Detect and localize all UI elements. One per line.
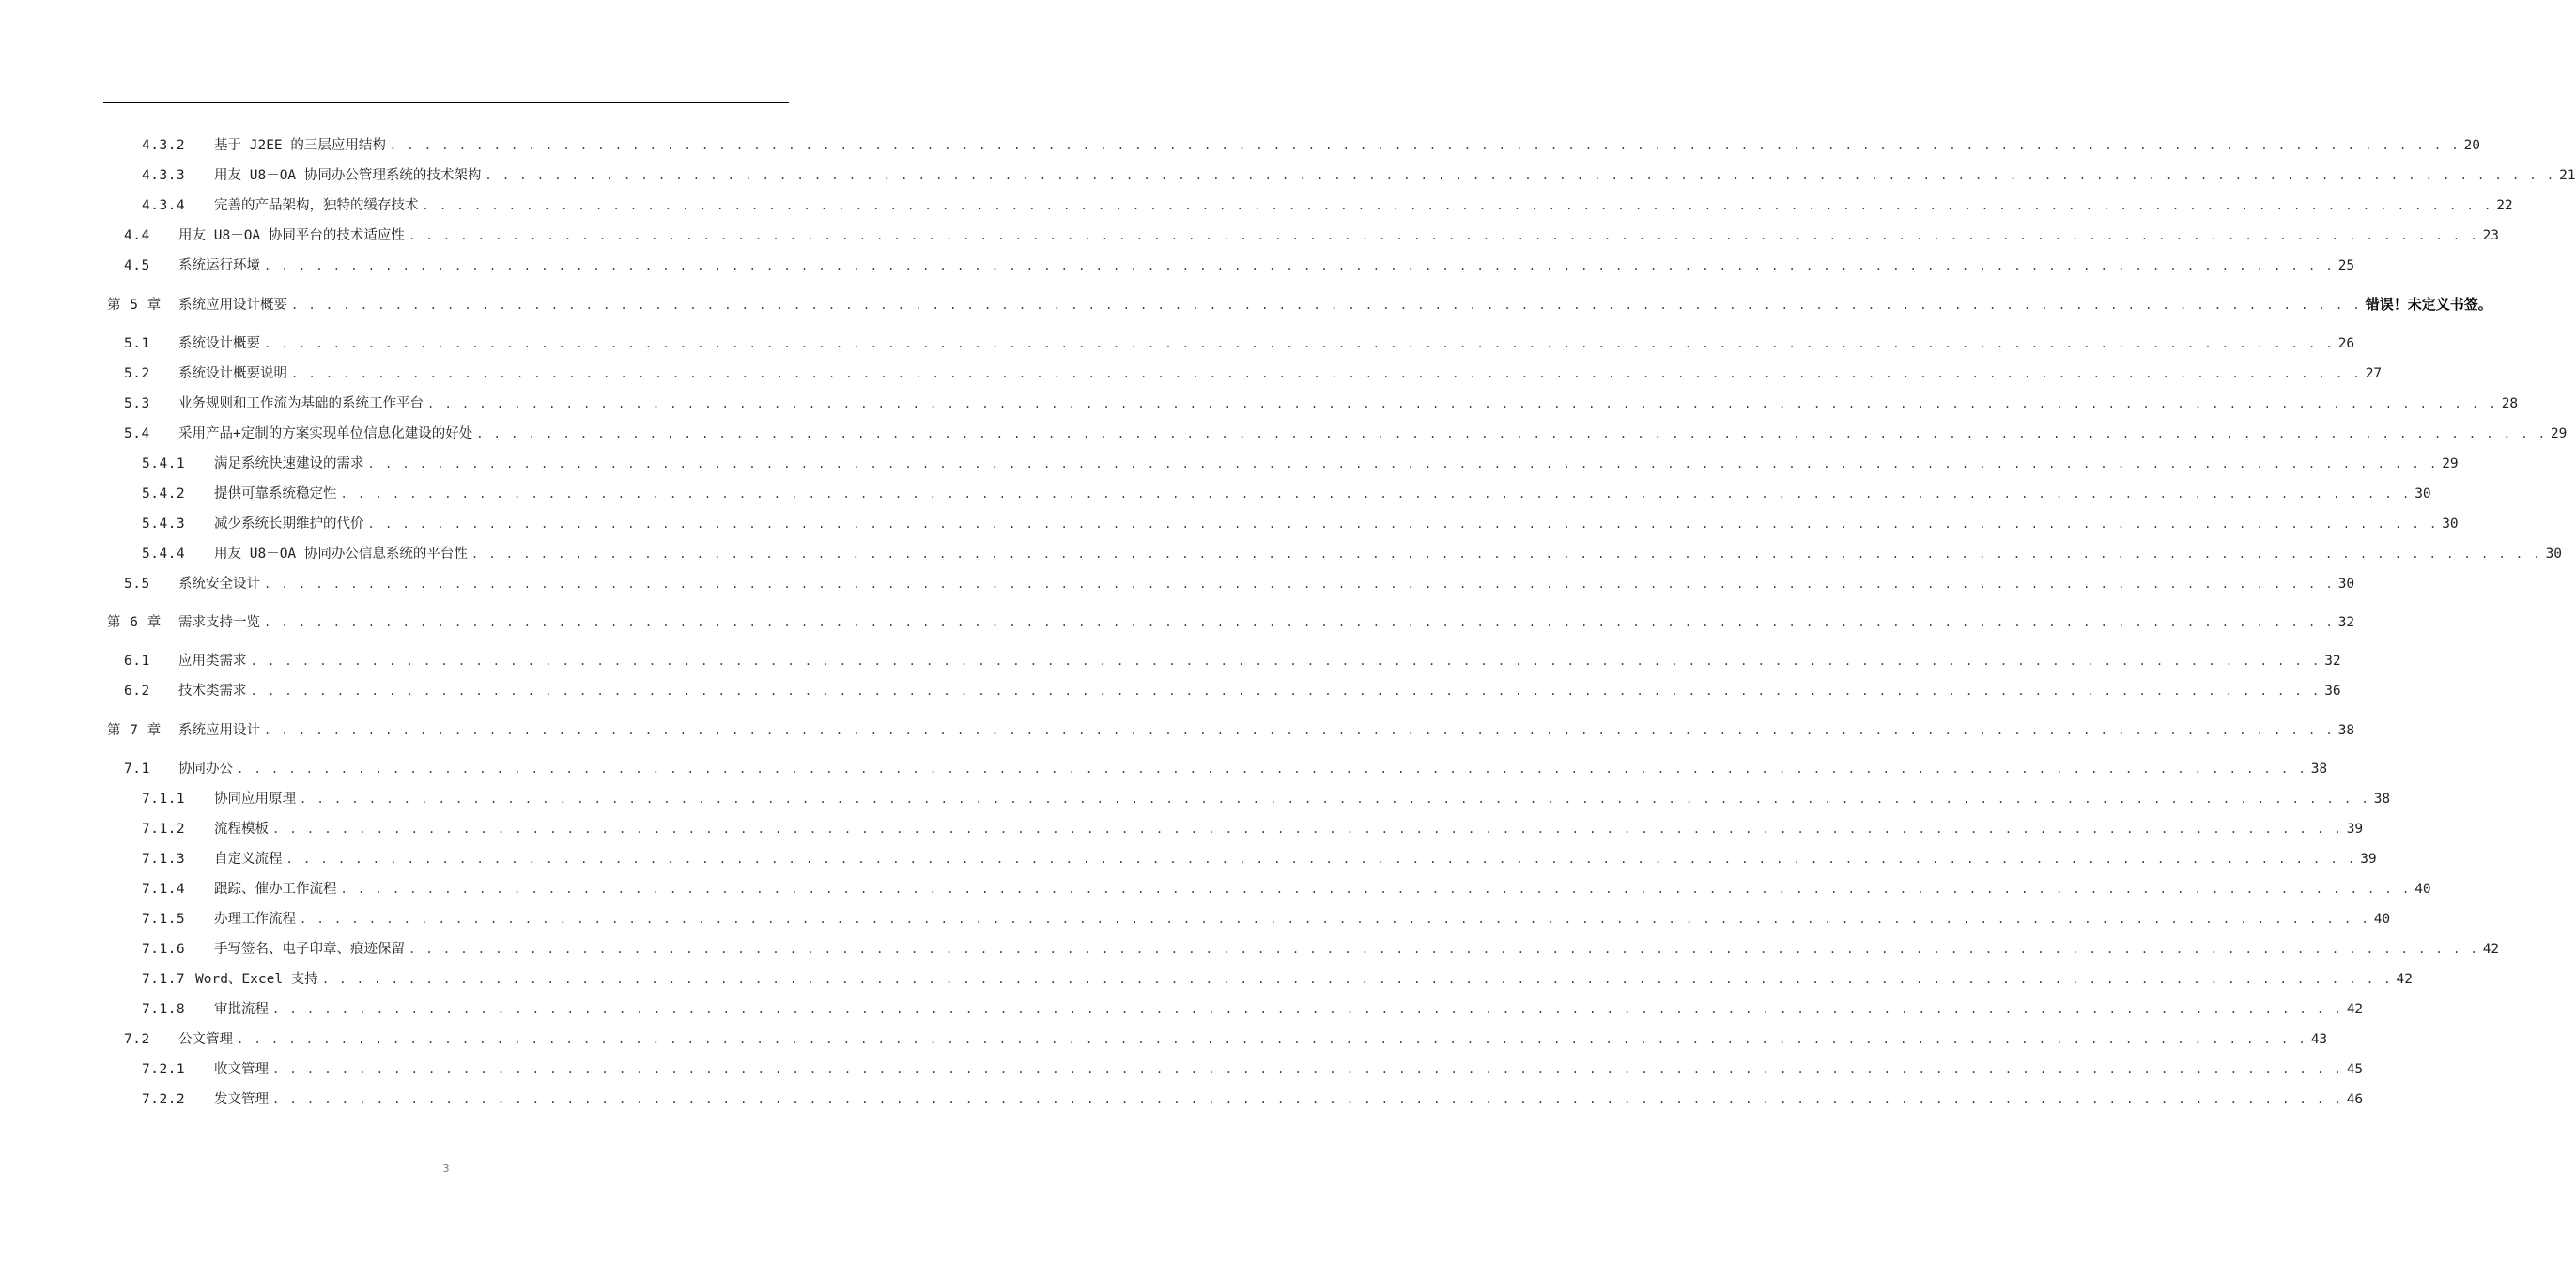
toc-entry-number: 4.3.2 xyxy=(142,138,186,153)
toc-entry-number: 7.1.2 xyxy=(142,822,186,837)
toc-entry-page: 46 xyxy=(2346,1092,2364,1107)
toc-entry-page: 38 xyxy=(2310,762,2328,777)
toc-dot-leader: . . . . . . . . . . . . . . . . . . . . . . . . . . . . . . . . . . . . . . . . . . . . . . . . . . . . . . . . . . . . . . . . . . . . . . . . . . . . . . . . . . . . . . . . . . . . . . . . . . . . . . . . . . . . . . . . . . . . . . . . xyxy=(340,487,2412,501)
toc-entry[interactable] xyxy=(124,255,2355,276)
toc-entry[interactable] xyxy=(142,514,2459,534)
toc-entry-page: 25 xyxy=(2337,258,2355,273)
toc-entry-title: 审批流程 xyxy=(214,1002,269,1017)
toc-entry[interactable] xyxy=(142,939,2500,960)
toc-entry-number: 4.5 xyxy=(124,258,150,273)
toc-entry[interactable] xyxy=(142,484,2431,504)
toc-entry-title: 协同办公 xyxy=(178,762,233,777)
toc-entry-page: 40 xyxy=(2414,882,2431,897)
toc-entry[interactable] xyxy=(142,909,2391,930)
toc-dot-leader: . . . . . . . . . . . . . . . . . . . . . . . . . . . . . . . . . . . . . . . . . . . . . . . . . . . . . . . . . . . . . . . . . . . . . . . . . . . . . . . . . . . . . . . . . . . . . . . . . . . . . . . . . . . . . . . . . . . . . . . . xyxy=(470,547,2542,561)
toc-entry-number: 7.1.1 xyxy=(142,792,186,807)
toc-entry[interactable] xyxy=(124,1029,2328,1050)
toc-entry[interactable] xyxy=(124,651,2341,671)
toc-entry-title: 跟踪、催办工作流程 xyxy=(214,882,337,897)
toc-entry-number: 7.2.1 xyxy=(142,1062,186,1077)
toc-dot-leader: . . . . . . . . . . . . . . . . . . . . . . . . . . . . . . . . . . . . . . . . . . . . . . . . . . . . . . . . . . . . . . . . . . . . . . . . . . . . . . . . . . . . . . . . . . . . . . . . . . . . . . . . . . . . . . . . . . . . . . . . xyxy=(285,853,2357,866)
toc-dot-leader: . . . . . . . . . . . . . . . . . . . . . . . . . . . . . . . . . . . . . . . . . . . . . . . . . . . . . . . . . . . . . . . . . . . . . . . . . . . . . . . . . . . . . . . . . . . . . . . . . . . . . . . . . . . . . . . . . . . . . . . . xyxy=(264,578,2335,591)
toc-entry[interactable] xyxy=(142,165,2576,186)
toc-entry-title: 系统运行环境 xyxy=(178,258,260,273)
toc-entry[interactable] xyxy=(124,363,2383,384)
toc-dot-leader: . . . . . . . . . . . . . . . . . . . . . . . . . . . . . . . . . . . . . . . . . . . . . . . . . . . . . . . . . . . . . . . . . . . . . . . . . . . . . . . . . . . . . . . . . . . . . . . . . . . . . . . . . . . . . . . . . . . . . . . . xyxy=(340,883,2412,896)
toc-entry[interactable] xyxy=(107,720,2355,741)
toc-entry[interactable] xyxy=(124,424,2568,444)
toc-dot-leader: . . . . . . . . . . . . . . . . . . . . . . . . . . . . . . . . . . . . . . . . . . . . . . . . . . . . . . . . . . . . . . . . . . . . . . . . . . . . . . . . . . . . . . . . . . . . . . . . . . . . . . . . . . . . . . . . . . . . . . . . xyxy=(367,517,2439,531)
toc-dot-leader: . . . . . . . . . . . . . . . . . . . . . . . . . . . . . . . . . . . . . . . . . . . . . . . . . . . . . . . . . . . . . . . . . . . . . . . . . . . . . . . . . . . . . . . . . . . . . . . . . . . . . . . . . . . . . . . . . . . . . . . . xyxy=(367,457,2439,470)
toc-entry[interactable] xyxy=(142,969,2413,990)
toc-entry-title: 需求支持一览 xyxy=(178,615,260,630)
toc-entry-number: 4.4 xyxy=(124,228,150,243)
toc-entry-page: 27 xyxy=(2365,366,2383,381)
toc-entry-title: Word、Excel 支持 xyxy=(195,972,318,987)
toc-entry-title: 用友 U8－OA 协同办公管理系统的技术架构 xyxy=(214,168,482,183)
toc-entry[interactable] xyxy=(142,1089,2364,1110)
toc-dot-leader: . . . . . . . . . . . . . . . . . . . . . . . . . . . . . . . . . . . . . . . . . . . . . . . . . . . . . . . . . . . . . . . . . . . . . . . . . . . . . . . . . . . . . . . . . . . . . . . . . . . . . . . . . . . . . . . . . . . . . . . . xyxy=(237,762,2307,776)
toc-dot-leader: . . . . . . . . . . . . . . . . . . . . . . . . . . . . . . . . . . . . . . . . . . . . . . . . . . . . . . . . . . . . . . . . . . . . . . . . . . . . . . . . . . . . . . . . . . . . . . . . . . . . . . . . . . . . . . . . . . . . . . . . xyxy=(427,397,2498,410)
toc-entry[interactable] xyxy=(142,819,2364,839)
toc-entry-number: 7.1.6 xyxy=(142,942,186,957)
toc-entry[interactable] xyxy=(142,789,2391,809)
toc-dot-leader: . . . . . . . . . . . . . . . . . . . . . . . . . . . . . . . . . . . . . . . . . . . . . . . . . . . . . . . . . . . . . . . . . . . . . . . . . . . . . . . . . . . . . . . . . . . . . . . . . . . . . . . . . . . . . . . . . . . . . . . . xyxy=(264,259,2335,272)
toc-entry-page: 29 xyxy=(2550,426,2568,441)
toc-entry-title: 办理工作流程 xyxy=(214,912,296,927)
toc-entry[interactable] xyxy=(142,544,2563,564)
toc-entry-title: 流程模板 xyxy=(214,822,269,837)
toc-entry-number: 7.2.2 xyxy=(142,1092,186,1107)
toc-entry-page: 43 xyxy=(2310,1032,2328,1047)
toc-dot-leader: . . . . . . . . . . . . . . . . . . . . . . . . . . . . . . . . . . . . . . . . . . . . . . . . . . . . . . . . . . . . . . . . . . . . . . . . . . . . . . . . . . . . . . . . . . . . . . . . . . . . . . . . . . . . . . . . . . . . . . . . xyxy=(272,1063,2343,1076)
page-number: 3 xyxy=(442,1163,450,1175)
toc-dot-leader: . . . . . . . . . . . . . . . . . . . . . . . . . . . . . . . . . . . . . . . . . . . . . . . . . . . . . . . . . . . . . . . . . . . . . . . . . . . . . . . . . . . . . . . . . . . . . . . . . . . . . . . . . . . . . . . . . . . . . . . . xyxy=(264,337,2335,350)
toc-entry-number: 5.4.4 xyxy=(142,547,186,562)
toc-entry[interactable] xyxy=(124,574,2355,594)
toc-entry-page: 40 xyxy=(2373,912,2391,927)
toc-entry-page: 26 xyxy=(2337,336,2355,351)
toc-dot-leader: . . . . . . . . . . . . . . . . . . . . . . . . . . . . . . . . . . . . . . . . . . . . . . . . . . . . . . . . . . . . . . . . . . . . . . . . . . . . . . . . . . . . . . . . . . . . . . . . . . . . . . . . . . . . . . . . . . . . . . . . xyxy=(409,943,2479,956)
toc-dot-leader: . . . . . . . . . . . . . . . . . . . . . . . . . . . . . . . . . . . . . . . . . . . . . . . . . . . . . . . . . . . . . . . . . . . . . . . . . . . . . . . . . . . . . . . . . . . . . . . . . . . . . . . . . . . . . . . . . . . . . . . . xyxy=(237,1033,2307,1046)
toc-entry-page: 30 xyxy=(2337,577,2355,592)
toc-entry-page: 39 xyxy=(2360,852,2377,867)
toc-dot-leader: . . . . . . . . . . . . . . . . . . . . . . . . . . . . . . . . . . . . . . . . . . . . . . . . . . . . . . . . . . . . . . . . . . . . . . . . . . . . . . . . . . . . . . . . . . . . . . . . . . . . . . . . . . . . . . . . . . . . . . . . xyxy=(250,655,2321,668)
toc-dot-leader: . . . . . . . . . . . . . . . . . . . . . . . . . . . . . . . . . . . . . . . . . . . . . . . . . . . . . . . . . . . . . . . . . . . . . . . . . . . . . . . . . . . . . . . . . . . . . . . . . . . . . . . . . . . . . . . . . . . . . . . . xyxy=(264,724,2335,737)
toc-entry-page: 42 xyxy=(2346,1002,2364,1017)
toc-entry[interactable] xyxy=(124,681,2341,701)
toc-entry-title: 采用产品+定制的方案实现单位信息化建设的好处 xyxy=(178,426,473,441)
toc-entry-title: 系统设计概要 xyxy=(178,336,260,351)
toc-entry[interactable] xyxy=(107,612,2355,633)
toc-entry-title: 基于 J2EE 的三层应用结构 xyxy=(214,138,386,153)
toc-entry[interactable] xyxy=(124,393,2519,414)
toc-dot-leader: . . . . . . . . . . . . . . . . . . . . . . . . . . . . . . . . . . . . . . . . . . . . . . . . . . . . . . . . . . . . . . . . . . . . . . . . . . . . . . . . . . . . . . . . . . . . . . . . . . . . . . . . . . . . . . . . . . . . . . . . xyxy=(321,973,2393,986)
toc-entry-title: 收文管理 xyxy=(214,1062,269,1077)
toc-entry-page: 38 xyxy=(2337,723,2355,738)
toc-entry-number: 5.3 xyxy=(124,396,150,411)
toc-entry-title: 系统应用设计 xyxy=(178,723,260,738)
toc-entry-title: 应用类需求 xyxy=(178,654,247,669)
toc-entry-number: 7.1.5 xyxy=(142,912,186,927)
toc-dot-leader: . . . . . . . . . . . . . . . . . . . . . . . . . . . . . . . . . . . . . . . . . . . . . . . . . . . . . . . . . . . . . . . . . . . . . . . . . . . . . . . . . . . . . . . . . . . . . . . . . . . . . . . . . . . . . . . . . . . . . . . . xyxy=(485,169,2556,182)
toc-entry-number: 7.1.7 xyxy=(142,972,186,987)
toc-entry[interactable] xyxy=(124,225,2500,246)
toc-entry-number: 第 6 章 xyxy=(107,615,162,630)
toc-entry-page: 39 xyxy=(2346,822,2364,837)
toc-dot-leader: . . . . . . . . . . . . . . . . . . . . . . . . . . . . . . . . . . . . . . . . . . . . . . . . . . . . . . . . . . . . . . . . . . . . . . . . . . . . . . . . . . . . . . . . . . . . . . . . . . . . . . . . . . . . . . . . . . . . . . . . xyxy=(291,299,2362,312)
toc-entry[interactable] xyxy=(142,999,2364,1020)
toc-entry[interactable] xyxy=(142,454,2459,474)
toc-entry-number: 7.1.4 xyxy=(142,882,186,897)
toc-entry-title: 手写签名、电子印章、痕迹保留 xyxy=(214,942,405,957)
toc-entry-title: 系统应用设计概要 xyxy=(178,298,287,313)
toc-entry-title: 满足系统快速建设的需求 xyxy=(214,456,364,471)
toc-entry[interactable] xyxy=(124,759,2328,779)
toc-dot-leader: . . . . . . . . . . . . . . . . . . . . . . . . . . . . . . . . . . . . . . . . . . . . . . . . . . . . . . . . . . . . . . . . . . . . . . . . . . . . . . . . . . . . . . . . . . . . . . . . . . . . . . . . . . . . . . . . . . . . . . . . xyxy=(272,1003,2343,1016)
toc-entry-number: 4.3.4 xyxy=(142,198,186,213)
toc-entry-number: 第 5 章 xyxy=(107,298,162,313)
toc-dot-leader: . . . . . . . . . . . . . . . . . . . . . . . . . . . . . . . . . . . . . . . . . . . . . . . . . . . . . . . . . . . . . . . . . . . . . . . . . . . . . . . . . . . . . . . . . . . . . . . . . . . . . . . . . . . . . . . . . . . . . . . . xyxy=(476,427,2547,440)
toc-entry-number: 5.2 xyxy=(124,366,150,381)
toc-dot-leader: . . . . . . . . . . . . . . . . . . . . . . . . . . . . . . . . . . . . . . . . . . . . . . . . . . . . . . . . . . . . . . . . . . . . . . . . . . . . . . . . . . . . . . . . . . . . . . . . . . . . . . . . . . . . . . . . . . . . . . . . xyxy=(300,793,2370,806)
toc-entry[interactable] xyxy=(124,333,2355,354)
toc-entry-page: 32 xyxy=(2324,654,2341,669)
toc-entry-page: 30 xyxy=(2414,486,2431,501)
toc-entry-title: 业务规则和工作流为基础的系统工作平台 xyxy=(178,396,424,411)
toc-entry-error-page: 错误！未定义书签。 xyxy=(2365,296,2492,313)
toc-dot-leader: . . . . . . . . . . . . . . . . . . . . . . . . . . . . . . . . . . . . . . . . . . . . . . . . . . . . . . . . . . . . . . . . . . . . . . . . . . . . . . . . . . . . . . . . . . . . . . . . . . . . . . . . . . . . . . . . . . . . . . . . xyxy=(422,199,2493,212)
toc-entry-page: 23 xyxy=(2482,228,2500,243)
toc-dot-leader: . . . . . . . . . . . . . . . . . . . . . . . . . . . . . . . . . . . . . . . . . . . . . . . . . . . . . . . . . . . . . . . . . . . . . . . . . . . . . . . . . . . . . . . . . . . . . . . . . . . . . . . . . . . . . . . . . . . . . . . . xyxy=(264,616,2335,629)
toc-entry-title: 系统安全设计 xyxy=(178,577,260,592)
toc-entry-page: 42 xyxy=(2396,972,2413,987)
toc-entry[interactable] xyxy=(142,879,2431,900)
toc-dot-leader: . . . . . . . . . . . . . . . . . . . . . . . . . . . . . . . . . . . . . . . . . . . . . . . . . . . . . . . . . . . . . . . . . . . . . . . . . . . . . . . . . . . . . . . . . . . . . . . . . . . . . . . . . . . . . . . . . . . . . . . . xyxy=(250,685,2321,698)
toc-entry-page: 20 xyxy=(2463,138,2481,153)
toc-entry-page: 32 xyxy=(2337,615,2355,630)
toc-entry-number: 5.5 xyxy=(124,577,150,592)
toc-entry-number: 7.2 xyxy=(124,1032,150,1047)
toc-entry-title: 系统设计概要说明 xyxy=(178,366,287,381)
toc-entry-page: 36 xyxy=(2324,684,2341,699)
toc-dot-leader: . . . . . . . . . . . . . . . . . . . . . . . . . . . . . . . . . . . . . . . . . . . . . . . . . . . . . . . . . . . . . . . . . . . . . . . . . . . . . . . . . . . . . . . . . . . . . . . . . . . . . . . . . . . . . . . . . . . . . . . . xyxy=(300,913,2370,926)
toc-entry-number: 6.1 xyxy=(124,654,150,669)
toc-entry-page: 42 xyxy=(2482,942,2500,957)
toc-entry-page: 30 xyxy=(2545,547,2563,562)
toc-entry-title: 用友 U8－OA 协同平台的技术适应性 xyxy=(178,228,405,243)
toc-entry-page: 29 xyxy=(2442,456,2459,471)
toc-entry-title: 自定义流程 xyxy=(214,852,283,867)
toc-entry[interactable] xyxy=(142,849,2377,870)
toc-dot-leader: . . . . . . . . . . . . . . . . . . . . . . . . . . . . . . . . . . . . . . . . . . . . . . . . . . . . . . . . . . . . . . . . . . . . . . . . . . . . . . . . . . . . . . . . . . . . . . . . . . . . . . . . . . . . . . . . . . . . . . . . xyxy=(272,1093,2343,1106)
toc-entry-title: 提供可靠系统稳定性 xyxy=(214,486,337,501)
toc-entry-number: 6.2 xyxy=(124,684,150,699)
toc-entry-title: 减少系统长期维护的代价 xyxy=(214,516,364,531)
toc-entry-title: 协同应用原理 xyxy=(214,792,296,807)
toc-entry-title: 完善的产品架构，独特的缓存技术 xyxy=(214,198,419,213)
toc-entry-title: 发文管理 xyxy=(214,1092,269,1107)
toc-entry-number: 第 7 章 xyxy=(107,723,162,738)
toc-dot-leader: . . . . . . . . . . . . . . . . . . . . . . . . . . . . . . . . . . . . . . . . . . . . . . . . . . . . . . . . . . . . . . . . . . . . . . . . . . . . . . . . . . . . . . . . . . . . . . . . . . . . . . . . . . . . . . . . . . . . . . . . xyxy=(272,823,2343,836)
toc-entry-page: 30 xyxy=(2442,516,2459,531)
toc-entry-page: 28 xyxy=(2501,396,2519,411)
toc-entry[interactable] xyxy=(142,1059,2364,1080)
toc-dot-leader: . . . . . . . . . . . . . . . . . . . . . . . . . . . . . . . . . . . . . . . . . . . . . . . . . . . . . . . . . . . . . . . . . . . . . . . . . . . . . . . . . . . . . . . . . . . . . . . . . . . . . . . . . . . . . . . . . . . . . . . . xyxy=(291,367,2362,380)
toc-entry-page: 21 xyxy=(2559,168,2576,183)
toc-entry[interactable] xyxy=(107,294,2492,315)
toc-entry-number: 7.1.3 xyxy=(142,852,186,867)
toc-entry-page: 22 xyxy=(2496,198,2513,213)
toc-entry-number: 5.4 xyxy=(124,426,150,441)
toc-entry-number: 7.1.8 xyxy=(142,1002,186,1017)
toc-entry-title: 技术类需求 xyxy=(178,684,247,699)
toc-entry-number: 4.3.3 xyxy=(142,168,186,183)
toc-entry[interactable] xyxy=(142,195,2513,216)
header-rule xyxy=(103,102,789,103)
toc-entry-number: 7.1 xyxy=(124,762,150,777)
toc-dot-leader: . . . . . . . . . . . . . . . . . . . . . . . . . . . . . . . . . . . . . . . . . . . . . . . . . . . . . . . . . . . . . . . . . . . . . . . . . . . . . . . . . . . . . . . . . . . . . . . . . . . . . . . . . . . . . . . . . . . . . . . . xyxy=(408,229,2479,242)
toc-entry-number: 5.4.1 xyxy=(142,456,186,471)
toc-entry-page: 38 xyxy=(2373,792,2391,807)
toc-dot-leader: . . . . . . . . . . . . . . . . . . . . . . . . . . . . . . . . . . . . . . . . . . . . . . . . . . . . . . . . . . . . . . . . . . . . . . . . . . . . . . . . . . . . . . . . . . . . . . . . . . . . . . . . . . . . . . . . . . . . . . . . xyxy=(389,139,2460,152)
toc-entry[interactable] xyxy=(142,135,2481,156)
toc-entry-page: 45 xyxy=(2346,1062,2364,1077)
toc-entry-title: 用友 U8－OA 协同办公信息系统的平台性 xyxy=(214,547,468,562)
toc-entry-number: 5.4.3 xyxy=(142,516,186,531)
toc-entry-title: 公文管理 xyxy=(178,1032,233,1047)
toc-entry-number: 5.1 xyxy=(124,336,150,351)
toc-entry-number: 5.4.2 xyxy=(142,486,186,501)
